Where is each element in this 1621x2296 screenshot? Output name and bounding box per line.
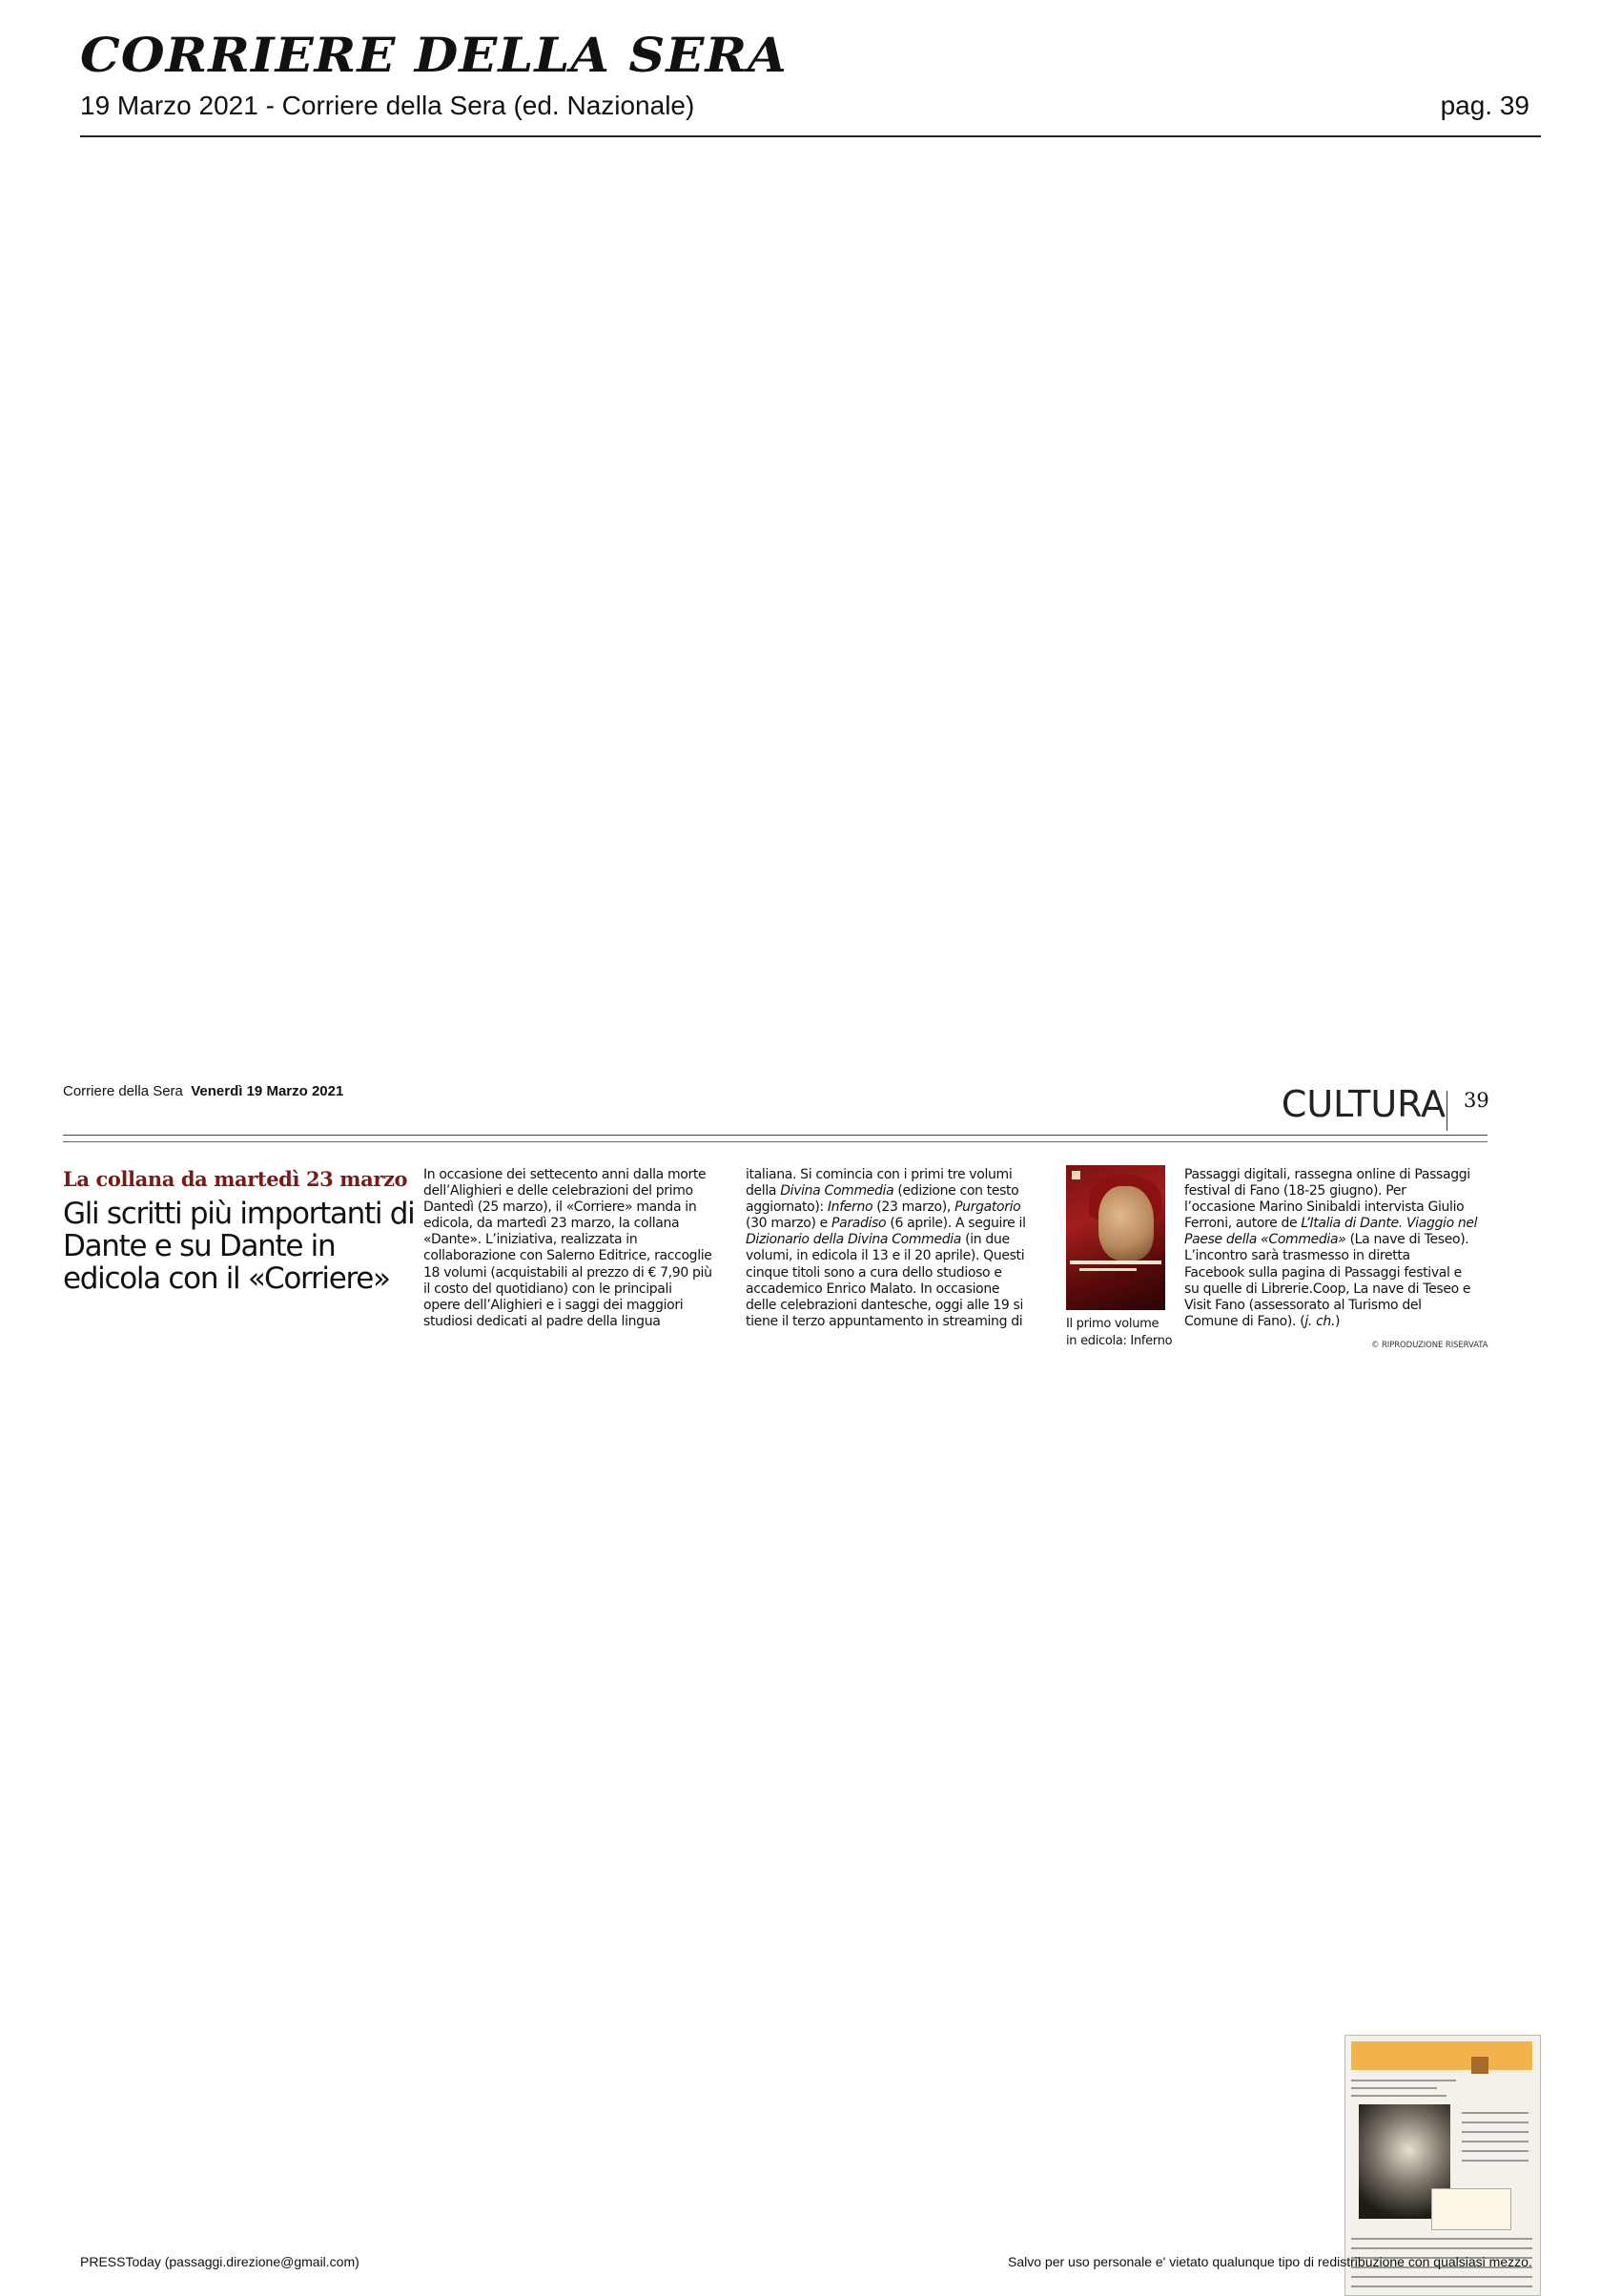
article-column-3: Passaggi digitali, rassegna online di Passaggi festival di Fano (18-25 giugno). Per l’occasione Marino Sinibaldi intervista Giulio Ferroni, autore de L’Italia di Dante. Viaggio nel Paese della «Commedia» (La nave di Teseo). L’incontro sarà trasmesso in diretta Facebook sulla pagina di Passaggi festival e su quelle di Librerie.Coop, La nave di Teseo e Visit Fano (assessorato al Turismo del Comune di Fano). (j. ch.)	[1184, 1167, 1478, 1329]
clipping-rule-top	[63, 1135, 1488, 1136]
thumbnail-text-line	[1351, 2286, 1532, 2287]
clipping-page-number: 39	[1464, 1089, 1489, 1112]
clipping-dateline	[63, 1083, 343, 1099]
cover-dante-portrait	[1098, 1186, 1154, 1261]
thumbnail-text-line	[1351, 2087, 1437, 2089]
masthead-logo: CORRIERE DELLA SERA	[80, 27, 788, 83]
article-kicker: La collana da martedì 23 marzo	[63, 1167, 408, 1191]
thumbnail-text-line	[1351, 2080, 1456, 2081]
article-column-1: In occasione dei settecento anni dalla morte dell’Alighieri e delle celebrazioni del primo Dantedì (25 marzo), il «Corriere» manda in edicola, da martedì 23 marzo, la collana «Dante». L’iniziativa, realizzata in collaborazione con Salerno Editrice, raccoglie 18 volumi (acquistabili al prezzo di € 7,90 più il costo del quotidiano) con le principali opere dell’Alighieri e i saggi dei maggiori studiosi dedicati al padre della lingua	[423, 1167, 712, 1329]
thumbnail-text-line	[1462, 2160, 1529, 2162]
thumbnail-manuscript	[1431, 2188, 1511, 2230]
thumbnail-header-band	[1351, 2041, 1532, 2070]
page-reference: pag. 39	[1440, 91, 1529, 120]
thumbnail-text-line	[1462, 2131, 1529, 2133]
cover-logo-mark	[1072, 1171, 1080, 1179]
thumbnail-text-line	[1351, 2238, 1532, 2240]
article-clipping	[63, 1083, 1488, 1360]
cover-subtitle-band	[1079, 1268, 1137, 1271]
thumbnail-text-line	[1462, 2112, 1529, 2114]
clipping-rule-bottom	[63, 1141, 1488, 1142]
image-caption: Il primo volume in edicola: Inferno	[1066, 1317, 1173, 1348]
edition-line: 19 Marzo 2021 - Corriere della Sera (ed. Nazionale)	[80, 91, 695, 120]
thumbnail-text-line	[1351, 2095, 1447, 2097]
section-title: CULTURA	[1281, 1083, 1446, 1125]
thumbnail-text-line	[1462, 2122, 1529, 2123]
book-cover-image	[1066, 1165, 1165, 1310]
article-column-2: italiana. Si comincia con i primi tre volumi della Divina Commedia (edizione con testo aggiornato): Inferno (23 marzo), Purgatorio (30 marzo) e Paradiso (6 aprile). A seguire il Dizionario della Divina Commedia (in due volumi, in edicola il 13 e il 20 aprile). Questi cinque titoli sono a cura dello studioso e accademico Enrico Malato. In occasione delle celebrazioni dantesche, oggi alle 19 si tiene il terzo appuntamento in streaming di	[746, 1167, 1026, 1329]
thumbnail-small-image	[1471, 2057, 1488, 2074]
article-headline: Gli scritti più importanti di Dante e su Dante in edicola con il «Corriere»	[63, 1197, 415, 1296]
clipping-date: Venerdì 19 Marzo 2021	[191, 1083, 344, 1099]
cover-title-band	[1070, 1261, 1161, 1264]
thumbnail-text-line	[1351, 2276, 1532, 2278]
header-divider	[80, 135, 1541, 137]
thumbnail-text-line	[1462, 2150, 1529, 2152]
copyright-notice: © RIPRODUZIONE RISERVATA	[1371, 1341, 1488, 1350]
clipping-paper-name: Corriere della Sera	[63, 1083, 183, 1099]
thumbnail-text-line	[1351, 2247, 1532, 2249]
footer-source: PRESSToday (passaggi.direzione@gmail.com)	[80, 2254, 359, 2269]
footer-disclaimer: Salvo per uso personale e' vietato qualunque tipo di redistribuzione con qualsiasi mezzo.	[1008, 2254, 1532, 2269]
thumbnail-text-line	[1462, 2141, 1529, 2142]
